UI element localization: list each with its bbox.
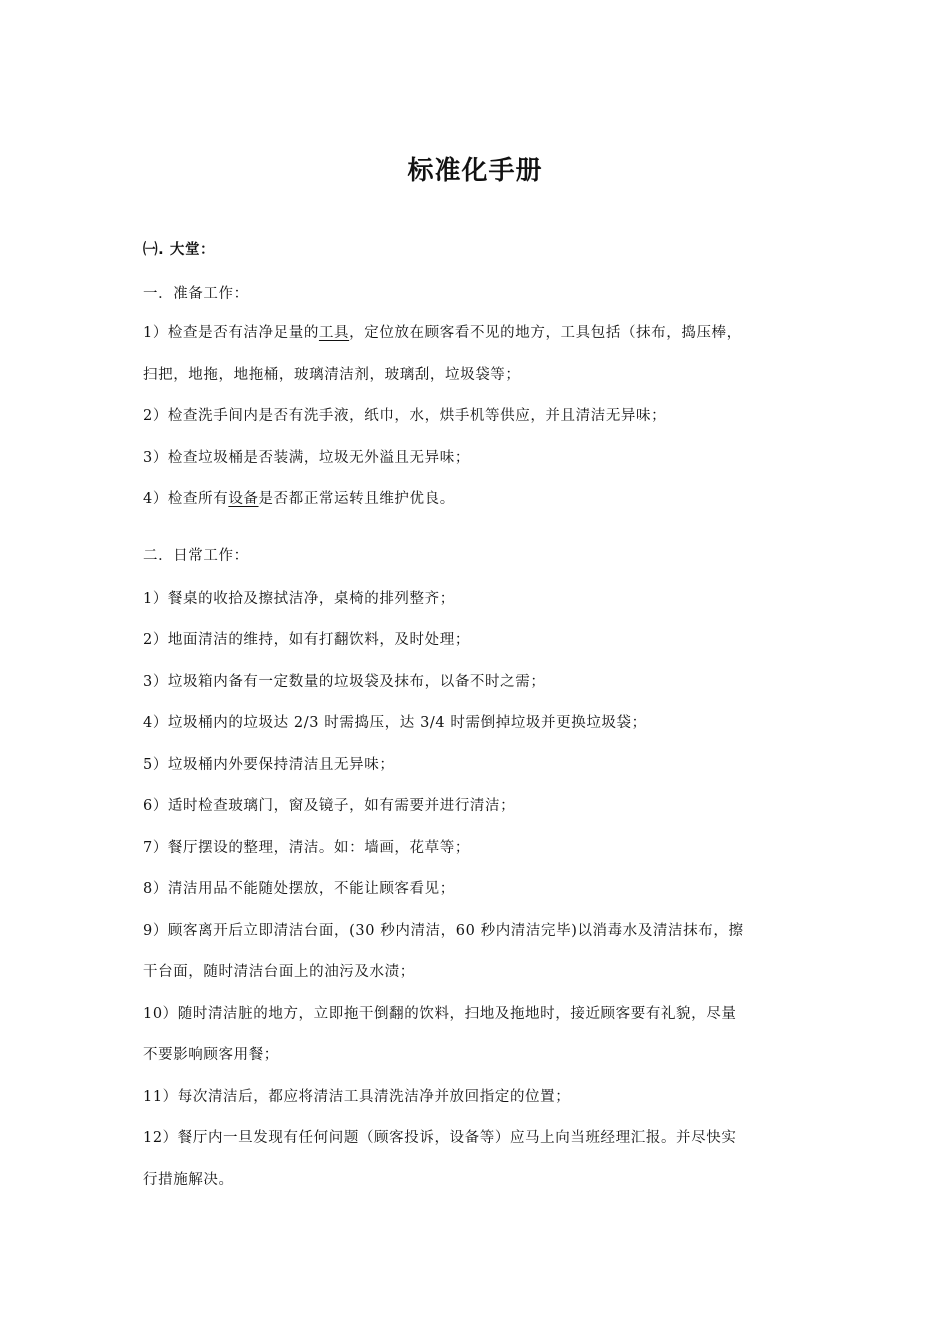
prep-item-1-text: 1）检查是否有洁净足量的 — [143, 325, 319, 341]
daily-item-4: 4）垃圾桶内的垃圾达 2/3 时需捣压，达 3/4 时需倒掉垃圾并更换垃圾袋； — [143, 715, 647, 731]
daily-item-5: 5）垃圾桶内外要保持清洁且无异味； — [143, 757, 395, 773]
prep-item-3: 3）检查垃圾桶是否装满，垃圾无外溢且无异味； — [143, 450, 470, 466]
daily-item-12: 12）餐厅内一旦发现有任何问题（顾客投诉，设备等）应马上向当班经理汇报。并尽快实 — [143, 1130, 737, 1146]
equipment-link[interactable]: 设备 — [228, 491, 259, 507]
daily-item-10-continued: 不要影响顾客用餐； — [143, 1047, 279, 1063]
daily-heading: 二．日常工作： — [143, 548, 249, 564]
daily-item-9: 9）顾客离开后立即清洁台面，(30 秒内清洁，60 秒内清洁完毕)以消毒水及清洁抹布，擦 — [143, 923, 744, 939]
daily-item-1: 1）餐桌的收拾及擦拭洁净，桌椅的排列整齐； — [143, 591, 455, 607]
daily-item-11: 11）每次清洁后，都应将清洁工具清洗洁净并放回指定的位置； — [143, 1089, 571, 1105]
daily-item-8: 8）清洁用品不能随处摆放，不能让顾客看见； — [143, 881, 455, 897]
prep-item-4-text: 4）检查所有 — [143, 491, 229, 507]
daily-item-7: 7）餐厅摆设的整理，清洁。如：墙画，花草等； — [143, 840, 470, 856]
daily-item-12-continued: 行措施解决。 — [143, 1172, 234, 1188]
daily-item-6: 6）适时检查玻璃门，窗及镜子，如有需要并进行清洁； — [143, 798, 516, 814]
prep-item-2: 2）检查洗手间内是否有洗手液，纸巾，水，烘手机等供应，并且清洁无异味； — [143, 408, 667, 424]
page-title: 标准化手册 — [407, 156, 543, 186]
prep-item-1-text-end: ，定位放在顾客看不见的地方，工具包括（抹布，捣压棒， — [349, 325, 742, 341]
prep-heading: 一．准备工作： — [143, 286, 249, 302]
prep-item-1-continued: 扫把，地拖，地拖桶，玻璃清洁剂，玻璃刮，垃圾袋等； — [143, 367, 521, 383]
prep-item-4 — [143, 489, 823, 509]
tools-link[interactable]: 工具 — [318, 325, 350, 341]
section-heading: ㈠. 大堂： — [143, 242, 216, 258]
daily-item-9-continued: 干台面，随时清洁台面上的油污及水渍； — [143, 964, 415, 980]
prep-item-1 — [143, 323, 823, 343]
daily-item-2: 2）地面清洁的维持，如有打翻饮料，及时处理； — [143, 632, 470, 648]
daily-item-10: 10）随时清洁脏的地方，立即拖干倒翻的饮料，扫地及拖地时，接近顾客要有礼貌，尽量 — [143, 1006, 737, 1022]
daily-item-3: 3）垃圾箱内备有一定数量的垃圾袋及抹布，以备不时之需； — [143, 674, 546, 690]
prep-item-4-text-end: 是否都正常运转且维护优良。 — [258, 491, 455, 507]
